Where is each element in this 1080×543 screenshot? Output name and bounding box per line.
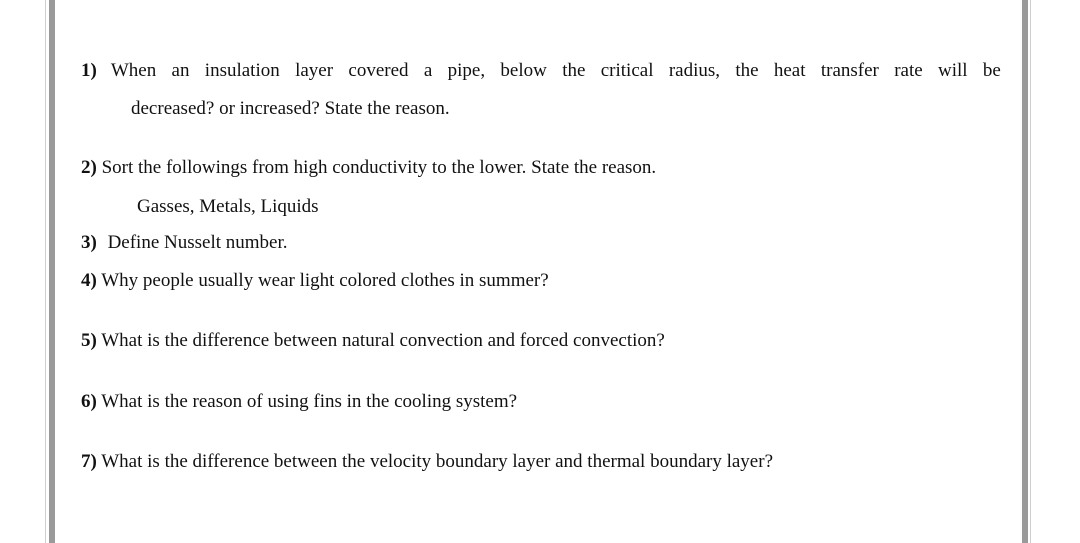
question-1-word: layer [295,60,334,81]
left-page-border [0,0,55,543]
question-3-text: Define Nusselt number. [107,232,288,253]
question-6-number: 6) [81,391,97,412]
question-6 [81,391,517,413]
question-1 [81,60,1001,82]
question-1-word: the [562,60,586,81]
question-7-text: What is the difference between the velocity boundary layer and thermal boundary layer? [101,451,774,472]
question-2-number: 2) [81,157,97,178]
question-1-word: When [110,60,157,81]
question-1-word: covered [348,60,409,81]
question-7 [81,451,773,473]
question-1-word: a [423,60,433,81]
question-5 [81,330,665,352]
question-1-word: insulation [204,60,280,81]
question-1-word: heat [773,60,806,81]
question-1-word: below [500,60,547,81]
question-1-word: rate [894,60,923,81]
question-4-text: Why people usually wear light colored clothes in summer? [101,270,549,291]
question-3 [81,232,288,254]
question-5-number: 5) [81,330,97,351]
question-1-word: will [938,60,968,81]
question-4-number: 4) [81,270,97,291]
question-1-number: 1) [81,60,97,81]
question-4 [81,270,549,292]
question-1-word: transfer [820,60,879,81]
question-2-text: Sort the followings from high conductivity to the lower. State the reason. [101,157,657,178]
question-1-word: an [171,60,190,81]
right-page-border [1022,0,1080,543]
question-1-word: be [982,60,1001,81]
question-7-number: 7) [81,451,97,472]
question-2-list: Gasses, Metals, Liquids [137,196,319,217]
question-1-word: radius, [668,60,720,81]
question-1-word: the [735,60,759,81]
question-1-word: pipe, [447,60,486,81]
question-6-text: What is the reason of using fins in the cooling system? [101,391,518,412]
question-2 [81,157,656,179]
question-1-text [111,60,1001,82]
question-3-number: 3) [81,232,97,253]
question-5-text: What is the difference between natural convection and forced convection? [101,330,665,351]
document-page [61,0,1022,543]
question-1-word: critical [600,60,654,81]
question-1-continuation: decreased? or increased? State the reason. [131,98,450,119]
